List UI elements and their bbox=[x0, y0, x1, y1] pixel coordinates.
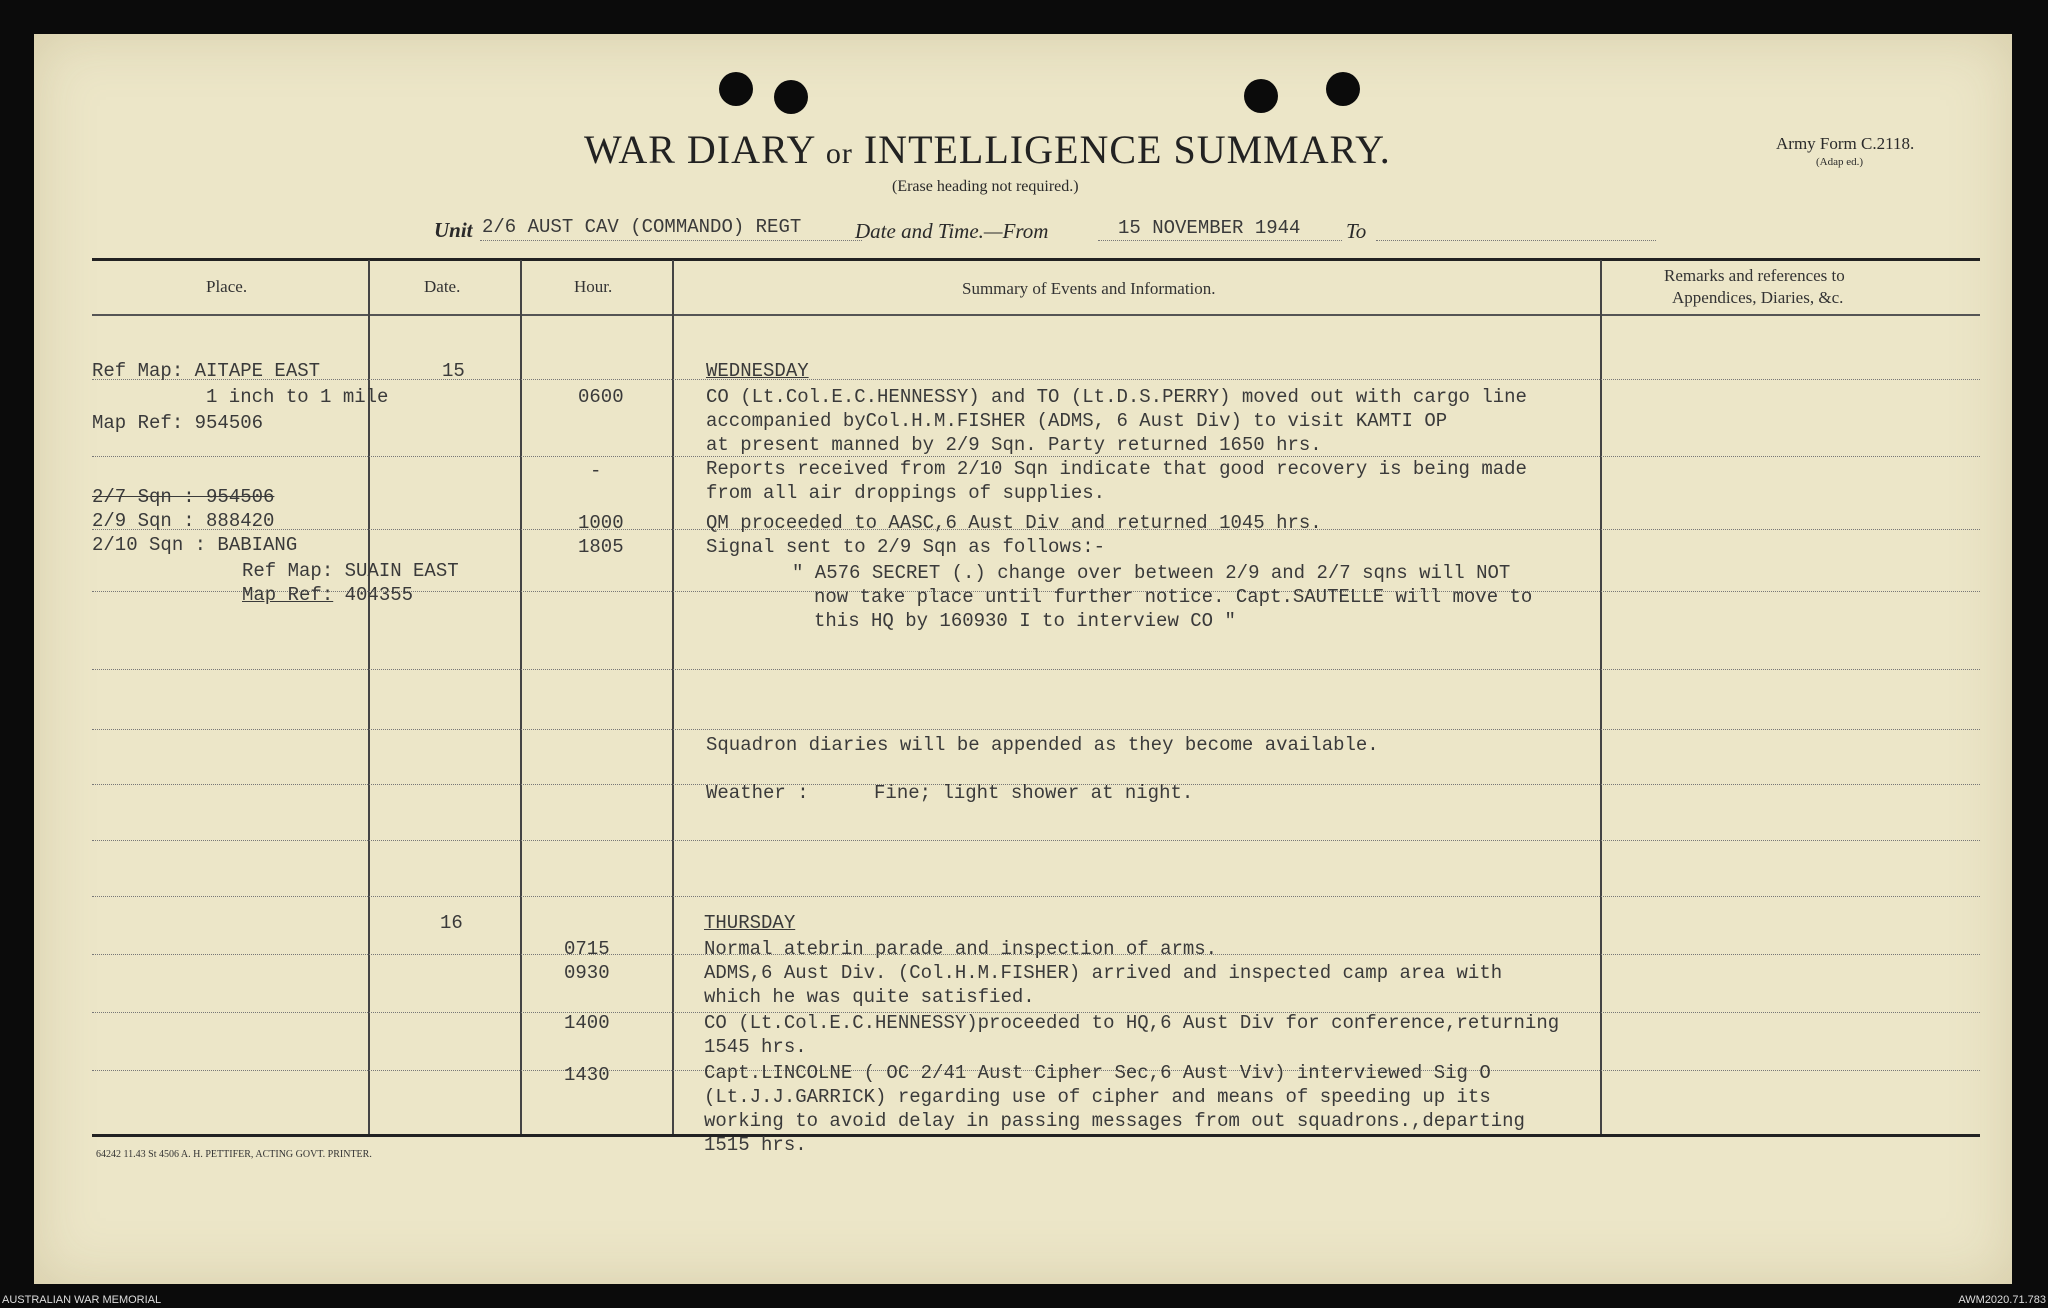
subtitle: (Erase heading not required.) bbox=[892, 178, 1079, 195]
title-war-diary: WAR DIARY bbox=[584, 127, 815, 172]
summary-line: CO (Lt.Col.E.C.HENNESSY) and TO (Lt.D.S.PERRY) moved out with cargo line bbox=[706, 386, 1527, 408]
diary-page bbox=[34, 34, 2012, 1284]
weather-value: Fine; light shower at night. bbox=[874, 782, 1194, 804]
weather-label: Weather : bbox=[706, 782, 809, 804]
summary-line: Normal atebrin parade and inspection of arms. bbox=[704, 938, 1218, 960]
hour-dash: - bbox=[590, 460, 602, 482]
unit-label: Unit bbox=[434, 218, 473, 242]
place-sqn-2-7: 2/7 Sqn : 954506 bbox=[92, 486, 275, 508]
row-rule bbox=[92, 379, 1980, 380]
col-divider-summary bbox=[1600, 260, 1602, 1134]
day-heading-wednesday: WEDNESDAY bbox=[706, 360, 809, 382]
date-16: 16 bbox=[440, 912, 463, 934]
punch-hole bbox=[719, 72, 753, 106]
place-sqn-2-9: 2/9 Sqn : 888420 bbox=[92, 510, 275, 532]
map-ref-2-value: 404355 bbox=[344, 584, 414, 606]
to-underline bbox=[1376, 240, 1656, 241]
col-header-summary: Summary of Events and Information. bbox=[962, 279, 1216, 298]
table-top-rule bbox=[92, 258, 1980, 261]
row-rule bbox=[92, 896, 1980, 897]
printer-imprint: 64242 11.43 St 4506 A. H. PETTIFER, ACTING GOVT. PRINTER. bbox=[96, 1149, 372, 1160]
signal-quote-line: this HQ by 160930 I to interview CO " bbox=[814, 610, 1236, 632]
archive-credit: AUSTRALIAN WAR MEMORIAL bbox=[2, 1294, 162, 1306]
summary-line: ADMS,6 Aust Div. (Col.H.M.FISHER) arrived and inspected camp area with bbox=[704, 962, 1503, 984]
col-header-date: Date. bbox=[424, 277, 461, 296]
summary-line: CO (Lt.Col.E.C.HENNESSY)proceeded to HQ,6 Aust Div for conference,returning bbox=[704, 1012, 1560, 1034]
signal-quote-line: " A576 SECRET (.) change over between 2/9 and 2/7 sqns will NOT bbox=[792, 562, 1511, 584]
place-scale: 1 inch to 1 mile bbox=[206, 386, 389, 408]
summary-line: 1515 hrs. bbox=[704, 1134, 807, 1156]
hour-1430: 1430 bbox=[564, 1064, 610, 1086]
row-rule bbox=[92, 840, 1980, 841]
place-map-ref-2 bbox=[242, 584, 413, 606]
title-or: or bbox=[825, 137, 853, 170]
title-intelligence-summary: INTELLIGENCE SUMMARY. bbox=[863, 127, 1391, 172]
hour-0600: 0600 bbox=[578, 386, 624, 408]
army-form: Army Form C.2118. bbox=[1776, 134, 1915, 153]
col-divider-date bbox=[520, 260, 522, 1134]
col-header-remarks-1: Remarks and references to bbox=[1664, 266, 1845, 285]
day-heading-thursday: THURSDAY bbox=[704, 912, 796, 934]
date-label: Date and Time.—From bbox=[855, 219, 1049, 243]
summary-line: accompanied byCol.H.M.FISHER (ADMS, 6 Aust Div) to visit KAMTI OP bbox=[706, 410, 1448, 432]
summary-line: from all air droppings of supplies. bbox=[706, 482, 1106, 504]
summary-line: at present manned by 2/9 Sqn. Party returned 1650 hrs. bbox=[706, 434, 1322, 456]
header-rule bbox=[92, 314, 1980, 316]
punch-hole bbox=[774, 80, 808, 114]
place-ref-map-2: Ref Map: SUAIN EAST bbox=[242, 560, 459, 582]
table-bottom-rule bbox=[92, 1134, 1980, 1137]
hour-1000: 1000 bbox=[578, 512, 624, 534]
archive-accession: AWM2020.71.783 bbox=[1958, 1294, 2046, 1306]
summary-line: Capt.LINCOLNE ( OC 2/41 Aust Cipher Sec,6 Aust Viv) interviewed Sig O bbox=[704, 1062, 1491, 1084]
summary-line: working to avoid delay in passing messages from out squadrons.,departing bbox=[704, 1110, 1525, 1132]
hour-1400: 1400 bbox=[564, 1012, 610, 1034]
summary-line: 1545 hrs. bbox=[704, 1036, 807, 1058]
summary-line: which he was quite satisfied. bbox=[704, 986, 1035, 1008]
signal-quote-line: now take place until further notice. Capt.SAUTELLE will move to bbox=[814, 586, 1533, 608]
punch-hole bbox=[1326, 72, 1360, 106]
place-sqn-2-10: 2/10 Sqn : BABIANG bbox=[92, 534, 298, 556]
row-rule bbox=[92, 456, 1980, 457]
summary-line: Signal sent to 2/9 Sqn as follows:- bbox=[706, 536, 1106, 558]
col-header-remarks-2: Appendices, Diaries, &c. bbox=[1672, 288, 1844, 307]
date-underline bbox=[1098, 240, 1342, 241]
summary-line: (Lt.J.J.GARRICK) regarding use of cipher and means of speeding up its bbox=[704, 1086, 1491, 1108]
adap-note: (Adap ed.) bbox=[1816, 156, 1864, 168]
unit-underline bbox=[480, 240, 862, 241]
date-value: 15 NOVEMBER 1944 bbox=[1118, 217, 1301, 239]
col-header-place: Place. bbox=[206, 277, 248, 296]
col-divider-hour bbox=[672, 260, 674, 1134]
hour-1805: 1805 bbox=[578, 536, 624, 558]
map-ref-2-label: Map Ref: bbox=[242, 584, 334, 606]
row-rule bbox=[92, 669, 1980, 670]
place-ref-map-1: Ref Map: AITAPE EAST bbox=[92, 360, 321, 382]
hour-0930: 0930 bbox=[564, 962, 610, 984]
summary-line: Squadron diaries will be appended as they become available. bbox=[706, 734, 1379, 756]
hour-0715: 0715 bbox=[564, 938, 610, 960]
col-header-hour: Hour. bbox=[574, 277, 613, 296]
to-label: To bbox=[1346, 219, 1367, 243]
summary-line: Reports received from 2/10 Sqn indicate that good recovery is being made bbox=[706, 458, 1527, 480]
place-map-ref-1: Map Ref: 954506 bbox=[92, 412, 264, 434]
punch-hole bbox=[1244, 79, 1278, 113]
page-title bbox=[584, 126, 1391, 173]
date-15: 15 bbox=[442, 360, 465, 382]
unit-value: 2/6 AUST CAV (COMMANDO) REGT bbox=[482, 216, 802, 238]
summary-line: QM proceeded to AASC,6 Aust Div and returned 1045 hrs. bbox=[706, 512, 1322, 534]
weather-line bbox=[706, 782, 1193, 804]
row-rule bbox=[92, 729, 1980, 730]
